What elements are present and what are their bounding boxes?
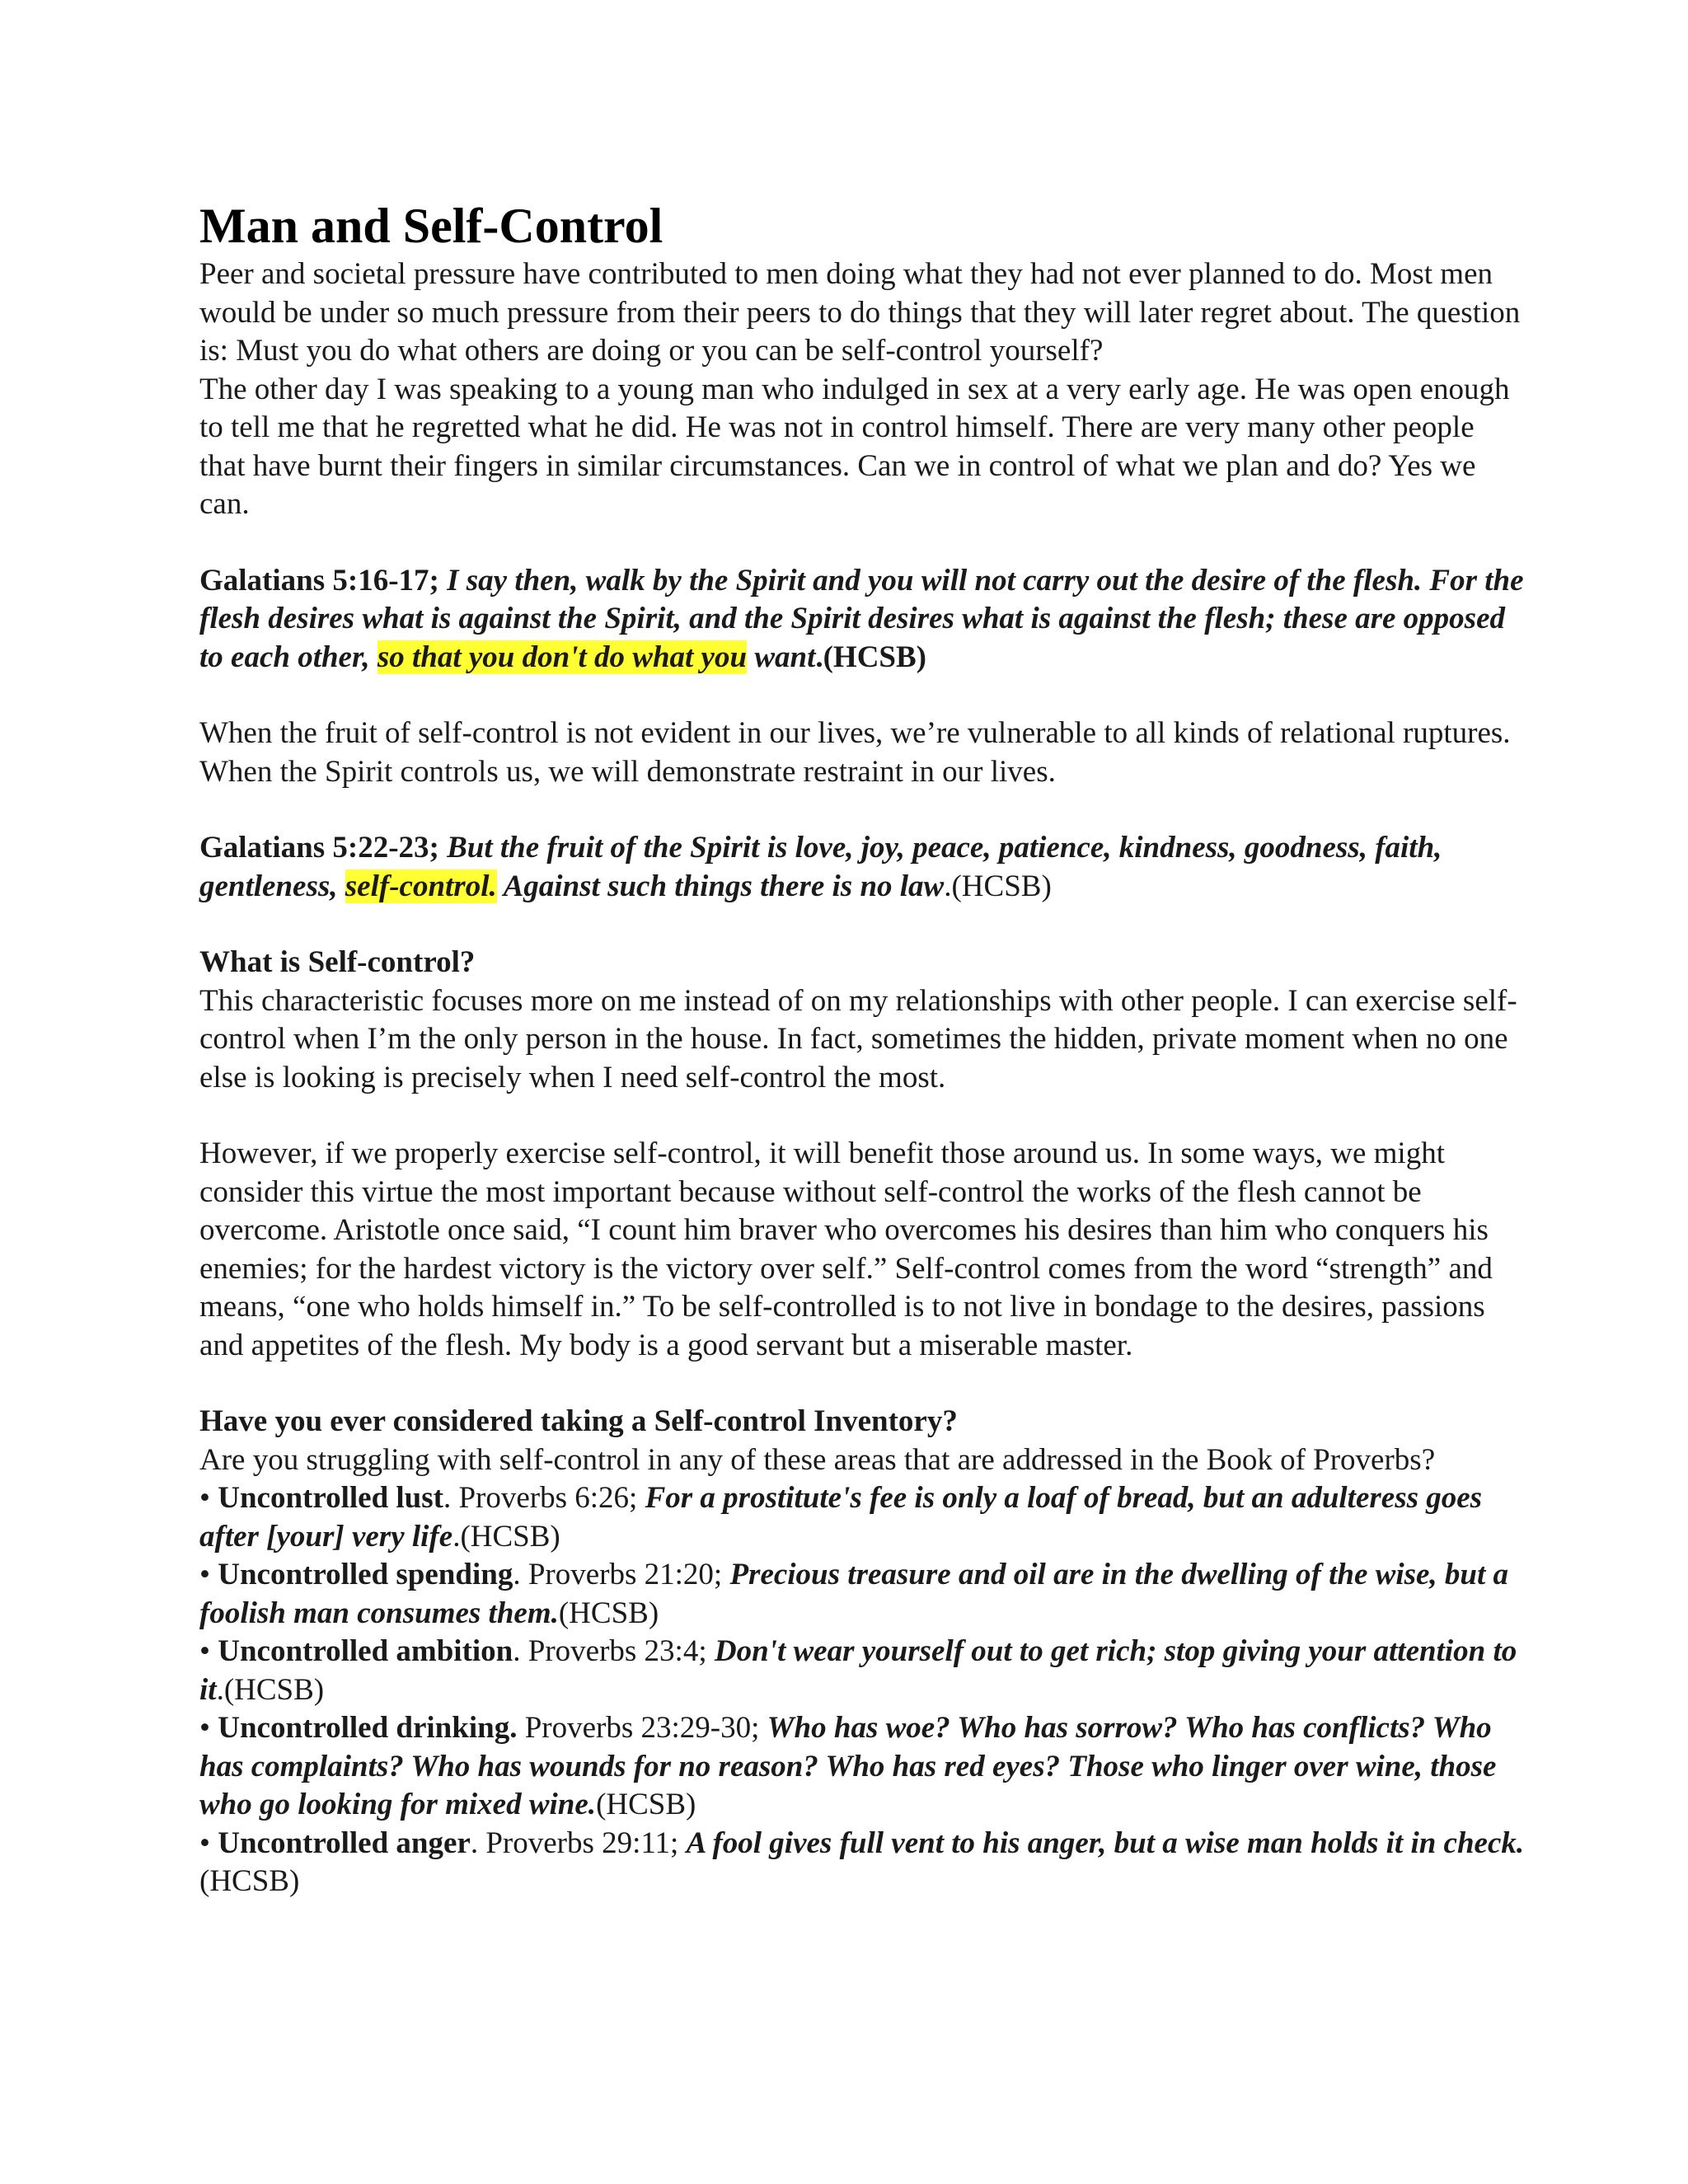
scripture-reference: Galatians 5:16-17; <box>199 563 448 598</box>
bible-version: (HCSB) <box>596 1788 696 1821</box>
bible-version: .(HCSB) <box>216 1672 325 1707</box>
list-item <box>199 1633 1526 1709</box>
scripture-galatians-5-16 <box>199 562 1526 677</box>
fruit-paragraph: When the fruit of self-control is not evident in our lives, we’re vulnerable to all kinds of relational ruptures. When the Spirit controls us, we will demonstrate restraint in our lives. <box>199 716 1511 789</box>
spacer <box>199 1097 1526 1135</box>
list-item <box>199 1825 1526 1901</box>
proverb-text: A fool gives full vent to his anger, but a wise man holds it in check. <box>686 1825 1525 1860</box>
bible-version: .(HCSB) <box>452 1519 560 1554</box>
proverb-text: Who has woe? Who has sorrow? Who has conflicts? Who has complaints? Who has wounds for no reason? Who has red eyes? Those who linger over wine, those who go looking for mixed wine. <box>199 1711 1497 1821</box>
spacer <box>199 1365 1526 1403</box>
highlighted-text: so that you don't do what you <box>377 640 748 674</box>
highlighted-text: self-control. <box>345 869 497 903</box>
scripture-text: I say then, walk by the Spirit and you will not carry out the desire of the flesh. For the flesh desires what is against the Spirit, and the Spirit desires what is against the flesh; these are opposed to each other, <box>199 563 1524 674</box>
bible-version: (HCSB) <box>558 1596 659 1630</box>
bullet: • <box>199 1481 218 1515</box>
proverb-text: For a prostitute's fee is only a loaf of bread, but an adulteress goes after [your] very life <box>199 1481 1483 1554</box>
scripture-text: But the fruit of the Spirit is love, joy, peace, patience, kindness, goodness, faith, gentleness, <box>199 831 1442 903</box>
page-title: Man and Self-Control <box>199 199 663 253</box>
spacer <box>199 906 1526 944</box>
bullet: • <box>199 1634 218 1668</box>
list-item-label: Uncontrolled ambition <box>218 1634 513 1668</box>
scripture-galatians-5-22 <box>199 829 1526 906</box>
bullet: • <box>199 1711 218 1745</box>
spacer <box>199 524 1526 562</box>
what-paragraph: This characteristic focuses more on me instead of on my relationships with other people. I can exercise self-control when I’m the only person in the house. In fact, sometimes the hidden, private moment when no one else is looking is precisely when I need self-control the most. <box>199 983 1517 1094</box>
list-item <box>199 1709 1526 1825</box>
list-item-label: Uncontrolled lust <box>218 1481 443 1515</box>
however-paragraph: However, if we properly exercise self-control, it will benefit those around us. In some ways, we might consider this virtue the most important because without self-control the works of the flesh cannot be overcome. Aristotle once said, “I count him braver who overcomes his desires than him who conquers his enemies; for the hardest victory is the victory over self.” Self-control comes from the word “strength” and means, “one who holds himself in.” To be self-controlled is to not live in bondage to the desires, passions and appetites of the flesh. My body is a good servant but a miserable master. <box>199 1137 1493 1362</box>
proverb-reference: . Proverbs 6:26; <box>443 1481 645 1515</box>
proverb-reference: . Proverbs 23:4; <box>513 1634 715 1668</box>
spacer <box>199 677 1526 715</box>
section-heading-what-is-self-control: What is Self-control? <box>199 945 476 979</box>
scripture-reference: Galatians 5:22-23; <box>199 831 448 865</box>
intro-paragraph-2: The other day I was speaking to a young man who indulged in sex at a very early age. He was open enough to tell me that he regretted what he did. He was not in control himself. There are very many other people that have burnt their fingers in similar circumstances. Can we in control of what we plan and do? Yes we can. <box>199 372 1510 521</box>
scripture-text-end: Against such things there is no law <box>496 869 945 903</box>
proverb-reference: . Proverbs 29:11; <box>470 1825 687 1860</box>
section-heading-inventory: Have you ever considered taking a Self-control Inventory? <box>199 1404 958 1438</box>
inventory-intro: Are you struggling with self-control in any of these areas that are addressed in the Book of Proverbs? <box>199 1442 1436 1477</box>
bible-version: (HCSB) <box>199 1864 300 1898</box>
list-item-label: Uncontrolled drinking. <box>218 1711 518 1745</box>
bible-version: .(HCSB) <box>944 869 1052 903</box>
bible-version: .(HCSB) <box>815 640 927 674</box>
bullet: • <box>199 1558 218 1591</box>
list-item-label: Uncontrolled spending <box>218 1558 513 1591</box>
list-item <box>199 1556 1526 1633</box>
proverb-reference: Proverbs 23:29-30; <box>517 1711 767 1745</box>
proverb-text: Don't wear yourself out to get rich; stop giving your attention to it <box>199 1634 1517 1707</box>
intro-paragraph-1: Peer and societal pressure have contributed to men doing what they had not ever planned to do. Most men would be under so much pressure from their peers to do things that they will later regret about. The question is: Must you do what others are doing or you can be self-control yourself? <box>199 257 1521 368</box>
list-item <box>199 1479 1526 1556</box>
document-body <box>199 196 1526 1901</box>
bullet: • <box>199 1825 218 1860</box>
spacer <box>199 791 1526 829</box>
scripture-text-end: want <box>747 640 816 674</box>
list-item-label: Uncontrolled anger <box>218 1825 471 1860</box>
proverb-text: Precious treasure and oil are in the dwelling of the wise, but a foolish man consumes them. <box>199 1558 1509 1630</box>
proverb-reference: . Proverbs 21:20; <box>513 1558 730 1591</box>
